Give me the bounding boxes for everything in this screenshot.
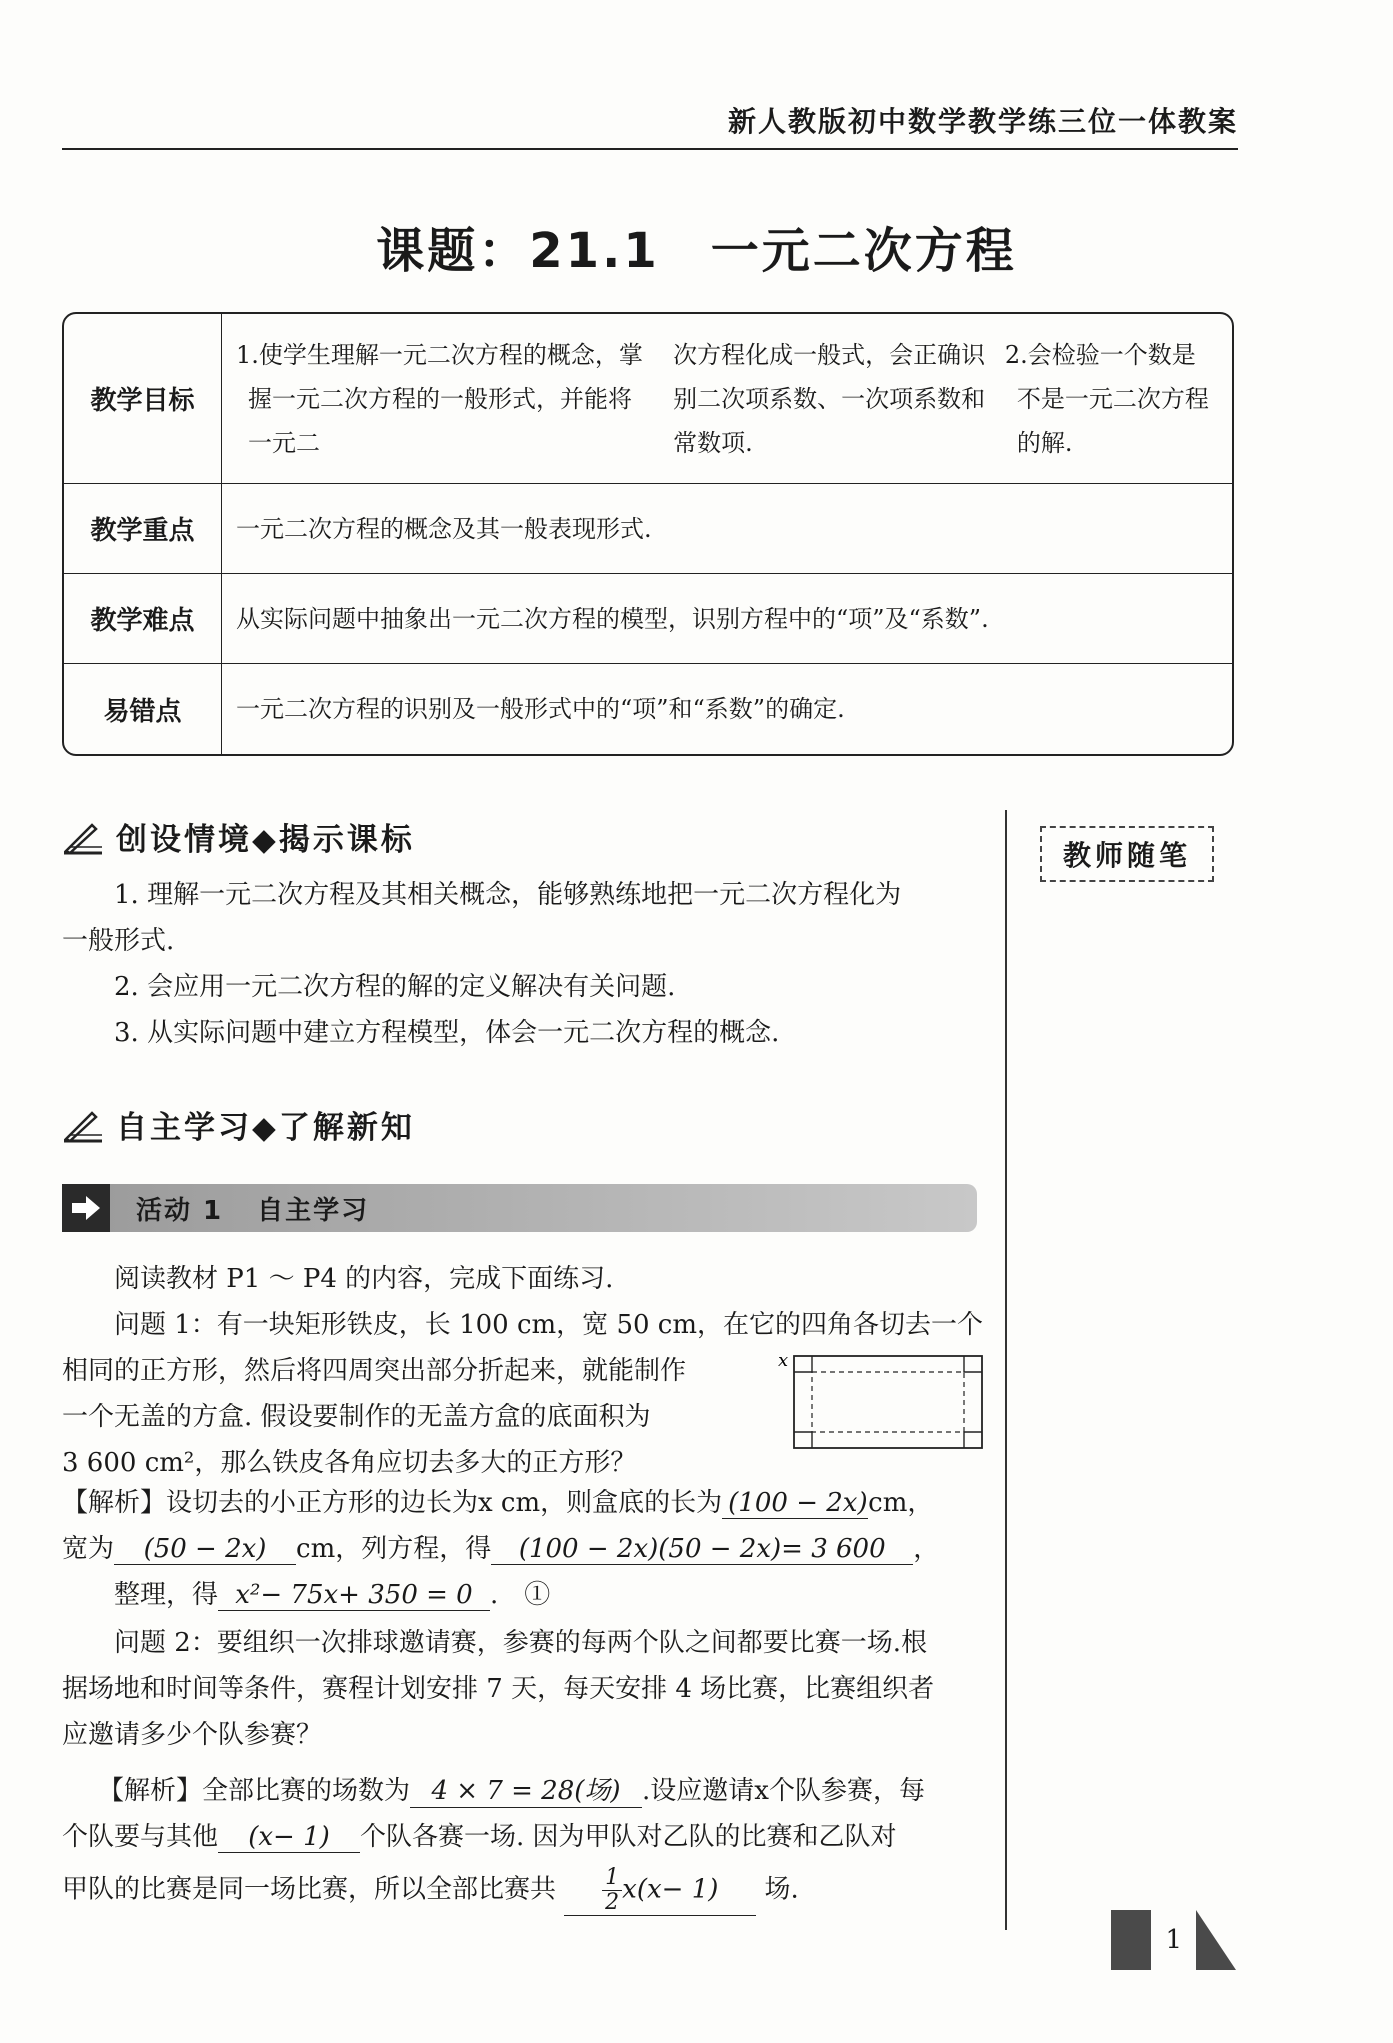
a1-prefix: 【解析】设切去的小正方形的边长为x cm，则盒底的长为	[62, 1488, 723, 1518]
section-heading-1-text: 创设情境◆揭示课标	[116, 822, 415, 858]
page-number: 1	[1165, 1925, 1182, 1955]
q1-line-d: 3 600 cm²，那么铁皮各角应切去多大的正方形？	[62, 1448, 637, 1478]
a1-mid: cm，列方程，得	[296, 1534, 492, 1564]
a1-width: 宽为	[62, 1534, 115, 1564]
activity-bar	[62, 1184, 977, 1232]
intro-text: 阅读教材 P1 ～ P4 的内容，完成下面练习.	[114, 1264, 614, 1294]
fraction-rest: x(x− 1)	[622, 1874, 719, 1905]
answer-1-line-1	[62, 1482, 933, 1519]
page-corner-triangle-icon	[1196, 1910, 1236, 1970]
difficult-content: 从实际问题中抽象出一元二次方程的模型，识别方程中的“项”及“系数”.	[222, 574, 1232, 664]
goal-line-1: 1.使学生理解一元二次方程的概念，掌握一元二次方程的一般形式，并能将一元二	[236, 340, 643, 457]
fraction-half	[602, 1866, 622, 1915]
question-2-block	[62, 1620, 992, 1758]
a2-blank-2: (x− 1)	[218, 1822, 360, 1853]
a2-line3-prefix: 甲队的比赛是同一场比赛，所以全部比赛共	[62, 1874, 557, 1905]
pen-icon	[62, 819, 106, 855]
section-heading-2	[62, 1102, 415, 1147]
activity-label: 活动 1	[136, 1195, 224, 1226]
a2-blank-3	[564, 1866, 756, 1916]
error-label: 易错点	[64, 664, 222, 754]
a2-prefix: 【解析】全部比赛的场数为	[98, 1776, 411, 1806]
arrow-right-icon	[62, 1184, 110, 1232]
a1-unit-1: cm，	[868, 1488, 934, 1518]
key-label: 教学重点	[64, 484, 222, 574]
a2-mid: .设应邀请x个队参赛，每	[642, 1776, 925, 1806]
goal-line-2: 次方程化成一般式，会正确识别二次项系数、一次项系数和常数项.	[673, 340, 986, 457]
error-content: 一元二次方程的识别及一般形式中的“项”和“系数”的确定.	[236, 695, 845, 723]
notes-divider	[1005, 810, 1007, 1930]
goal-content	[222, 314, 1232, 484]
goal-label: 教学目标	[64, 314, 222, 484]
answer-1-line-3	[114, 1574, 550, 1611]
difficult-label: 教学难点	[64, 574, 222, 664]
q1-line-c: 一个无盖的方盒. 假设要制作的无盖方盒的底面积为	[62, 1402, 651, 1432]
a1-blank-2: (50 − 2x)	[114, 1534, 296, 1565]
page-footer	[1111, 1910, 1236, 1970]
activity-name: 自主学习	[257, 1195, 370, 1226]
page-marker-block	[1111, 1910, 1151, 1970]
section-heading-2-text: 自主学习◆了解新知	[116, 1110, 415, 1146]
box-net-figure	[776, 1352, 986, 1452]
a2-line3-suffix: 场.	[764, 1874, 799, 1905]
page-title: 课题：21.1 一元二次方程	[376, 223, 1017, 279]
answer-1-line-2	[62, 1528, 939, 1565]
pen-icon	[62, 1107, 106, 1143]
a1-comma: ，	[913, 1534, 940, 1564]
section-heading-1	[62, 814, 415, 859]
a1-blank-3: (100 − 2x)(50 − 2x)= 3 600	[491, 1534, 913, 1565]
fraction-denominator: 2	[605, 1890, 620, 1915]
a2-line2-prefix: 个队要与其他	[62, 1822, 219, 1852]
a1-blank-4: x²− 75x+ 350 = 0	[218, 1580, 490, 1611]
q1-line-b: 相同的正方形，然后将四周突出部分折起来，就能制作	[62, 1356, 687, 1386]
key-content: 一元二次方程的概念及其一般表现形式.	[222, 484, 1232, 574]
section1-item-1a: 1. 理解一元二次方程及其相关概念，能够熟练地把一元二次方程化为	[114, 880, 902, 910]
section1-list	[62, 872, 992, 1056]
answer-2-line-1	[98, 1770, 925, 1808]
answer-2-line-2	[62, 1816, 897, 1853]
q2-line-a: 问题 2：要组织一次排球邀请赛，参赛的每两个队之间都要比赛一场.根	[114, 1628, 928, 1658]
answer-2-line-3	[62, 1866, 799, 1916]
a2-blank-1: 4 × 7 = 28(场)	[410, 1770, 642, 1808]
header-book-title: 新人教版初中数学教学练三位一体教案	[727, 105, 1238, 138]
q1-line-a: 问题 1：有一块矩形铁皮，长 100 cm，宽 50 cm，在它的四角各切去一个	[114, 1310, 984, 1340]
fraction-numerator: 1	[602, 1866, 622, 1891]
goal-line-3: 2.会检验一个数是不是一元二次方程的解.	[1004, 340, 1209, 457]
q2-line-c: 应邀请多少个队参赛？	[62, 1720, 323, 1750]
q2-line-b: 据场地和时间等条件，赛程计划安排 7 天，每天安排 4 场比赛，比赛组织者	[62, 1674, 935, 1704]
figure-x-label: x	[778, 1352, 789, 1371]
a2-line2-suffix: 个队各赛一场. 因为甲队对乙队的比赛和乙队对	[360, 1822, 897, 1852]
section1-item-1b: 一般形式.	[62, 926, 175, 956]
header-rule	[62, 148, 1238, 150]
objectives-table	[62, 312, 1234, 756]
a1-tidy: 整理，得	[114, 1580, 219, 1610]
teacher-notes-label: 教师随笔	[1040, 826, 1214, 882]
a1-end: . ①	[490, 1580, 551, 1610]
section1-item-3: 3. 从实际问题中建立方程模型，体会一元二次方程的概念.	[114, 1018, 780, 1048]
section1-item-2: 2. 会应用一元二次方程的解的定义解决有关问题.	[114, 972, 676, 1002]
a1-blank-1: (100 − 2x)	[722, 1488, 868, 1519]
